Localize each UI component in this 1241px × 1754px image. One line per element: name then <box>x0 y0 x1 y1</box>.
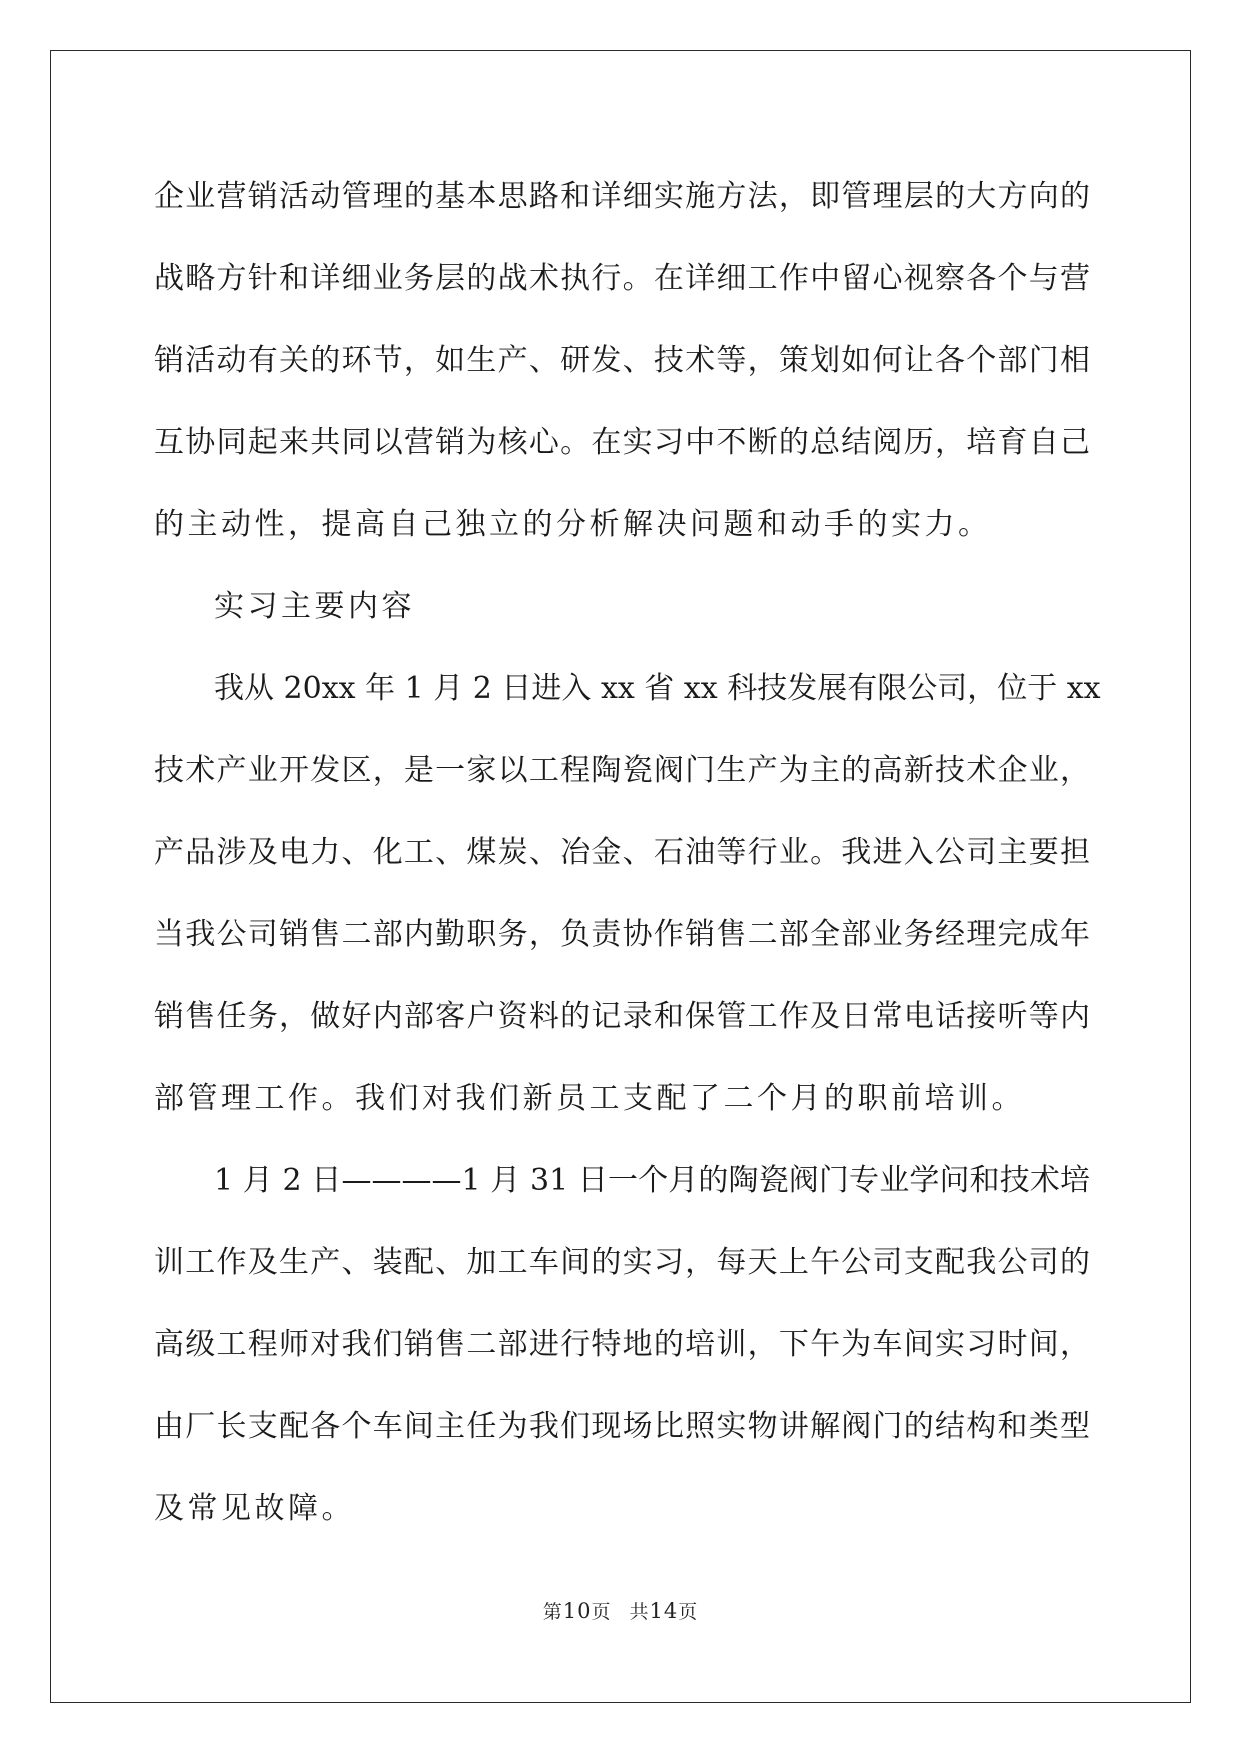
text-line: 部管理工作。我们对我们新员工支配了二个月的职前培训。 <box>154 1081 1025 1116</box>
text-line: 技术产业开发区，是一家以工程陶瓷阀门生产为主的高新技术企业， <box>154 753 1090 788</box>
total-suffix: 页 <box>678 1601 699 1623</box>
page-total: 14 <box>649 1599 679 1623</box>
page-prefix: 第 <box>542 1601 563 1623</box>
text-line: 高级工程师对我们销售二部进行特地的培训，下午为车间实习时间， <box>154 1327 1090 1362</box>
text-line: 互协同起来共同以营销为核心。在实习中不断的总结阅历，培育自己 <box>154 425 1090 460</box>
text-line: 由厂长支配各个车间主任为我们现场比照实物讲解阀门的结构和类型 <box>154 1409 1090 1444</box>
text-line: 销活动有关的环节，如生产、研发、技术等，策划如何让各个部门相 <box>154 343 1090 378</box>
text-line: 我从 20xx 年 1 月 2 日进入 xx 省 xx 科技发展有限公司，位于 xx <box>214 671 1101 706</box>
text-line: 战略方针和详细业务层的战术执行。在详细工作中留心视察各个与营 <box>154 261 1090 296</box>
text-line: 的主动性，提高自己独立的分析解决问题和动手的实力。 <box>154 507 992 542</box>
text-line: 企业营销活动管理的基本思路和详细实施方法，即管理层的大方向的 <box>154 179 1090 214</box>
page-current: 10 <box>562 1599 592 1623</box>
text-line: 训工作及生产、装配、加工车间的实习，每天上午公司支配我公司的 <box>154 1245 1090 1280</box>
page-footer <box>0 1597 1241 1624</box>
text-line: 1 月 2 日————1 月 31 日一个月的陶瓷阀门专业学问和技术培 <box>214 1163 1090 1198</box>
text-line: 当我公司销售二部内勤职务，负责协作销售二部全部业务经理完成年 <box>154 917 1090 952</box>
total-prefix: 共 <box>629 1601 650 1623</box>
section-heading: 实习主要内容 <box>214 589 415 624</box>
text-line: 产品涉及电力、化工、煤炭、冶金、石油等行业。我进入公司主要担 <box>154 835 1090 870</box>
document-body <box>154 156 1101 1550</box>
page-suffix: 页 <box>591 1601 612 1623</box>
text-line: 销售任务，做好内部客户资料的记录和保管工作及日常电话接听等内 <box>154 999 1090 1034</box>
text-line: 及常见故障。 <box>154 1491 355 1526</box>
